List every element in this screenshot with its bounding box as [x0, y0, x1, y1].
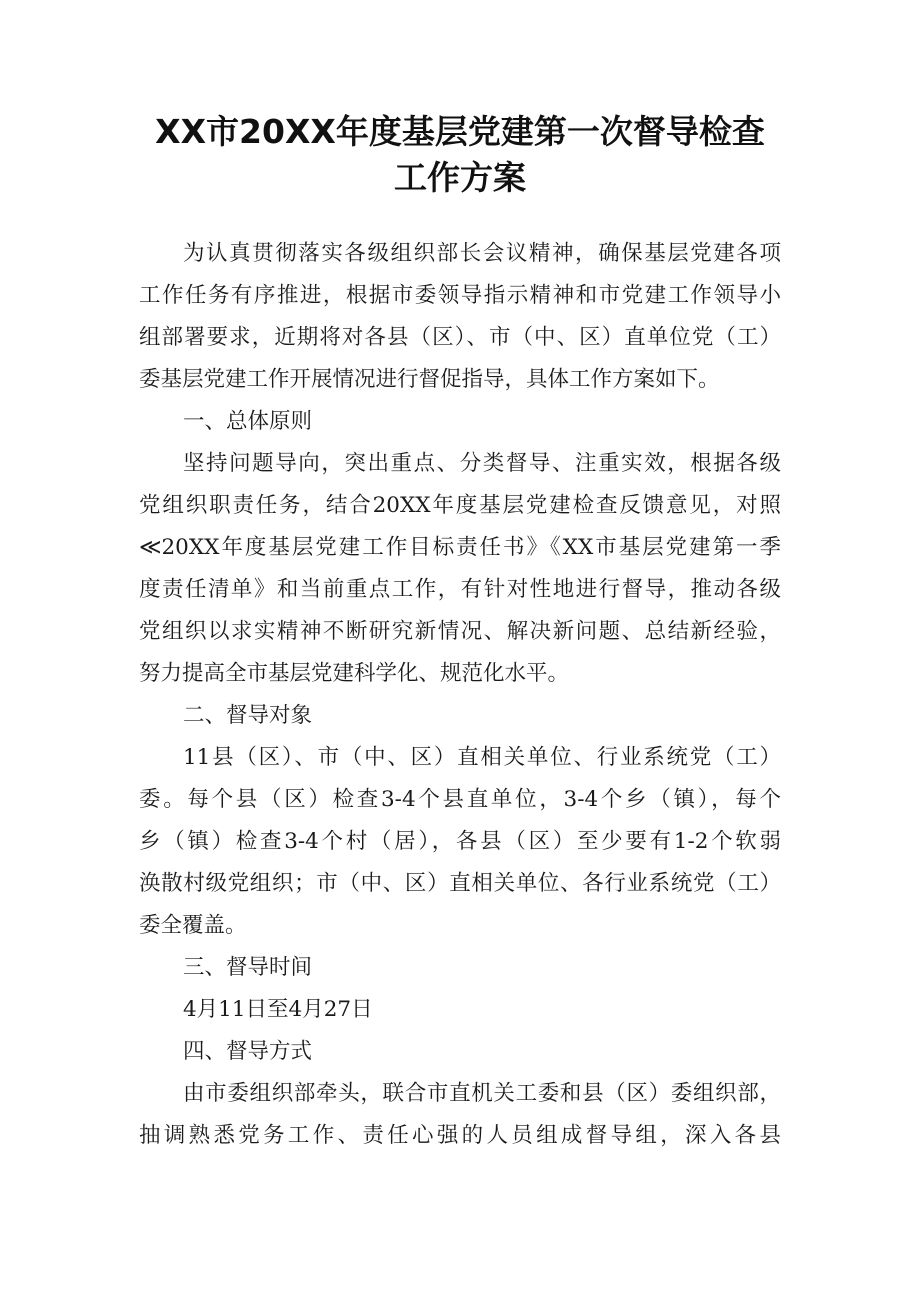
- document-title-line-2: 工作方案: [394, 158, 526, 197]
- paragraph-line: 11县（区）、市（中、区）直相关单位、行业系统党（工）: [183, 745, 781, 770]
- section-heading-method: 四、督导方式: [183, 1039, 313, 1064]
- paragraph-line: 乡（镇）检查3-4个村（居），各县（区）至少要有1-2个软弱: [139, 829, 781, 854]
- document-title-line-1: XX市20XX年度基层党建第一次督导检查: [155, 112, 765, 151]
- paragraph-line: 涣散村级党组织；市（中、区）直相关单位、各行业系统党（工）: [139, 871, 781, 896]
- intro-line: 为认真贯彻落实各级组织部长会议精神，确保基层党建各项: [183, 241, 781, 266]
- intro-line: 工作任务有序推进，根据市委领导指示精神和市党建工作领导小: [139, 283, 781, 308]
- intro-line: 组部署要求，近期将对各县（区）、市（中、区）直单位党（工）: [139, 325, 781, 350]
- section-heading-principles: 一、总体原则: [183, 409, 313, 434]
- paragraph-line: 抽调熟悉党务工作、责任心强的人员组成督导组，深入各县: [139, 1123, 781, 1148]
- section-heading-targets: 二、督导对象: [183, 703, 313, 728]
- paragraph-line: 由市委组织部牵头，联合市直机关工委和县（区）委组织部，: [183, 1081, 781, 1106]
- paragraph-line: 坚持问题导向，突出重点、分类督导、注重实效，根据各级: [183, 451, 781, 476]
- paragraph-line: 4月11日至4月27日: [183, 997, 373, 1022]
- document-body: [139, 233, 781, 1157]
- paragraph-line: ≪20XX年度基层党建工作目标责任书》《XX市基层党建第一季: [139, 535, 781, 560]
- intro-line: 委基层党建工作开展情况进行督促指导，具体工作方案如下。: [139, 367, 720, 392]
- section-heading-time: 三、督导时间: [183, 955, 313, 980]
- paragraph-line: 委全覆盖。: [139, 913, 247, 938]
- paragraph-line: 委。每个县（区）检查3-4个县直单位，3-4个乡（镇），每个: [139, 787, 781, 812]
- paragraph-line: 努力提高全市基层党建科学化、规范化水平。: [139, 661, 570, 686]
- paragraph-line: 度责任清单》和当前重点工作，有针对性地进行督导，推动各级: [139, 577, 781, 602]
- paragraph-line: 党组织职责任务，结合20XX年度基层党建检查反馈意见，对照: [139, 493, 781, 518]
- paragraph-line: 党组织以求实精神不断研究新情况、解决新问题、总结新经验，: [139, 619, 781, 644]
